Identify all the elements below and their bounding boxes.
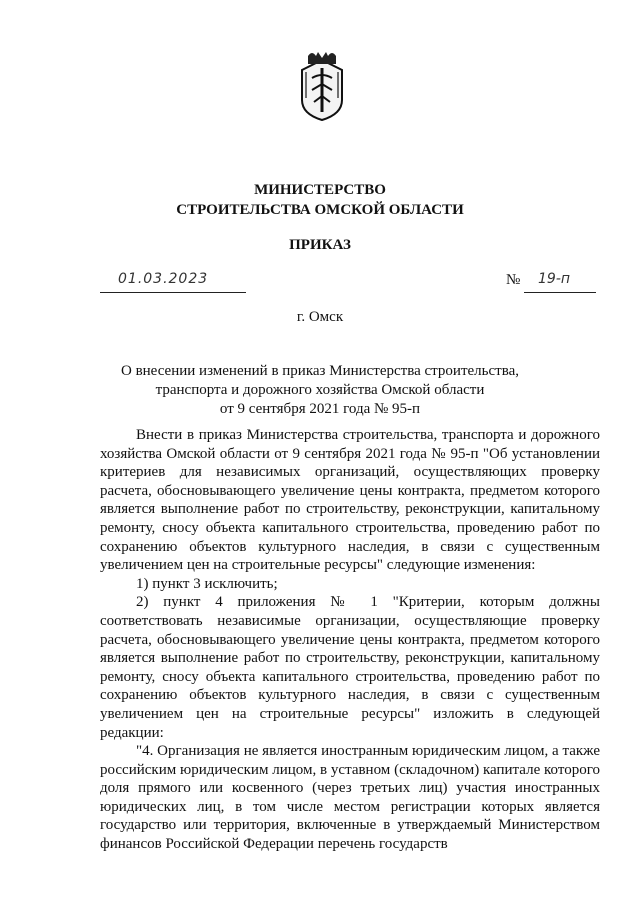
ministry-name <box>0 180 640 220</box>
ministry-line-2: СТРОИТЕЛЬСТВА ОМСКОЙ ОБЛАСТИ <box>176 202 464 218</box>
subject-line-3: от 9 сентября 2021 года № 95-п <box>219 401 421 417</box>
ministry-line-1: МИНИСТЕРСТВО <box>254 182 386 198</box>
handwritten-date: 01.03.2023 <box>118 271 209 287</box>
number-label: № <box>506 272 521 288</box>
document-body <box>100 426 600 853</box>
order-subject <box>0 362 640 419</box>
paragraph-quoted-clause: "4. Организация не является иностранным юридическим лицом, а также российским юридическим лицом, в уставном (складочном) капитале которого доля прямого или косвенного (через третьих лиц) участия иностранных юридических лиц, в том числе местом регистрации которых является государство или территория, включенные в утверждаемый Министерством финансов Российской Федерации перечень государств <box>100 743 600 853</box>
subject-line-1: О внесении изменений в приказ Министерства строительства, <box>120 363 519 379</box>
subject-line-2: транспорта и дорожного хозяйства Омской области <box>155 382 485 398</box>
coat-of-arms-icon <box>298 50 346 122</box>
date-field <box>100 270 246 293</box>
paragraph-item-2: 2) пункт 4 приложения № 1 "Критерии, которым должны соответствовать независимые организации, осуществляющие проверку расчета, обосновывающего увеличение цены контракта, предметом которого является выполнение работ по строительству, реконструкции, капитальному ремонту, сносу объекта капитального строительства, проведению работ по сохранению объектов культурного наследия, в связи с существенным увеличением цен на строительные ресурсы" изложить в следующей редакции: <box>100 594 600 741</box>
city: г. Омск <box>296 309 344 325</box>
number-field <box>524 270 596 293</box>
document-type: ПРИКАЗ <box>289 237 351 253</box>
handwritten-number: 19-п <box>538 271 571 287</box>
paragraph-preamble: Внести в приказ Министерства строительства, транспорта и дорожного хозяйства Омской области от 9 сентября 2021 года № 95-п "Об установлении критериев для независимых организаций, осуществляющих проверку расчета, обосновывающего увеличение цены контракта, предметом которого является выполнение работ по строительству, реконструкции, капитальному ремонту, сносу объекта капитального строительства, проведению работ по сохранению объектов культурного наследия, в связи с существенным увеличением цен на строительные ресурсы" следующие изменения: <box>100 427 600 574</box>
paragraph-item-1: 1) пункт 3 исключить; <box>136 575 278 592</box>
